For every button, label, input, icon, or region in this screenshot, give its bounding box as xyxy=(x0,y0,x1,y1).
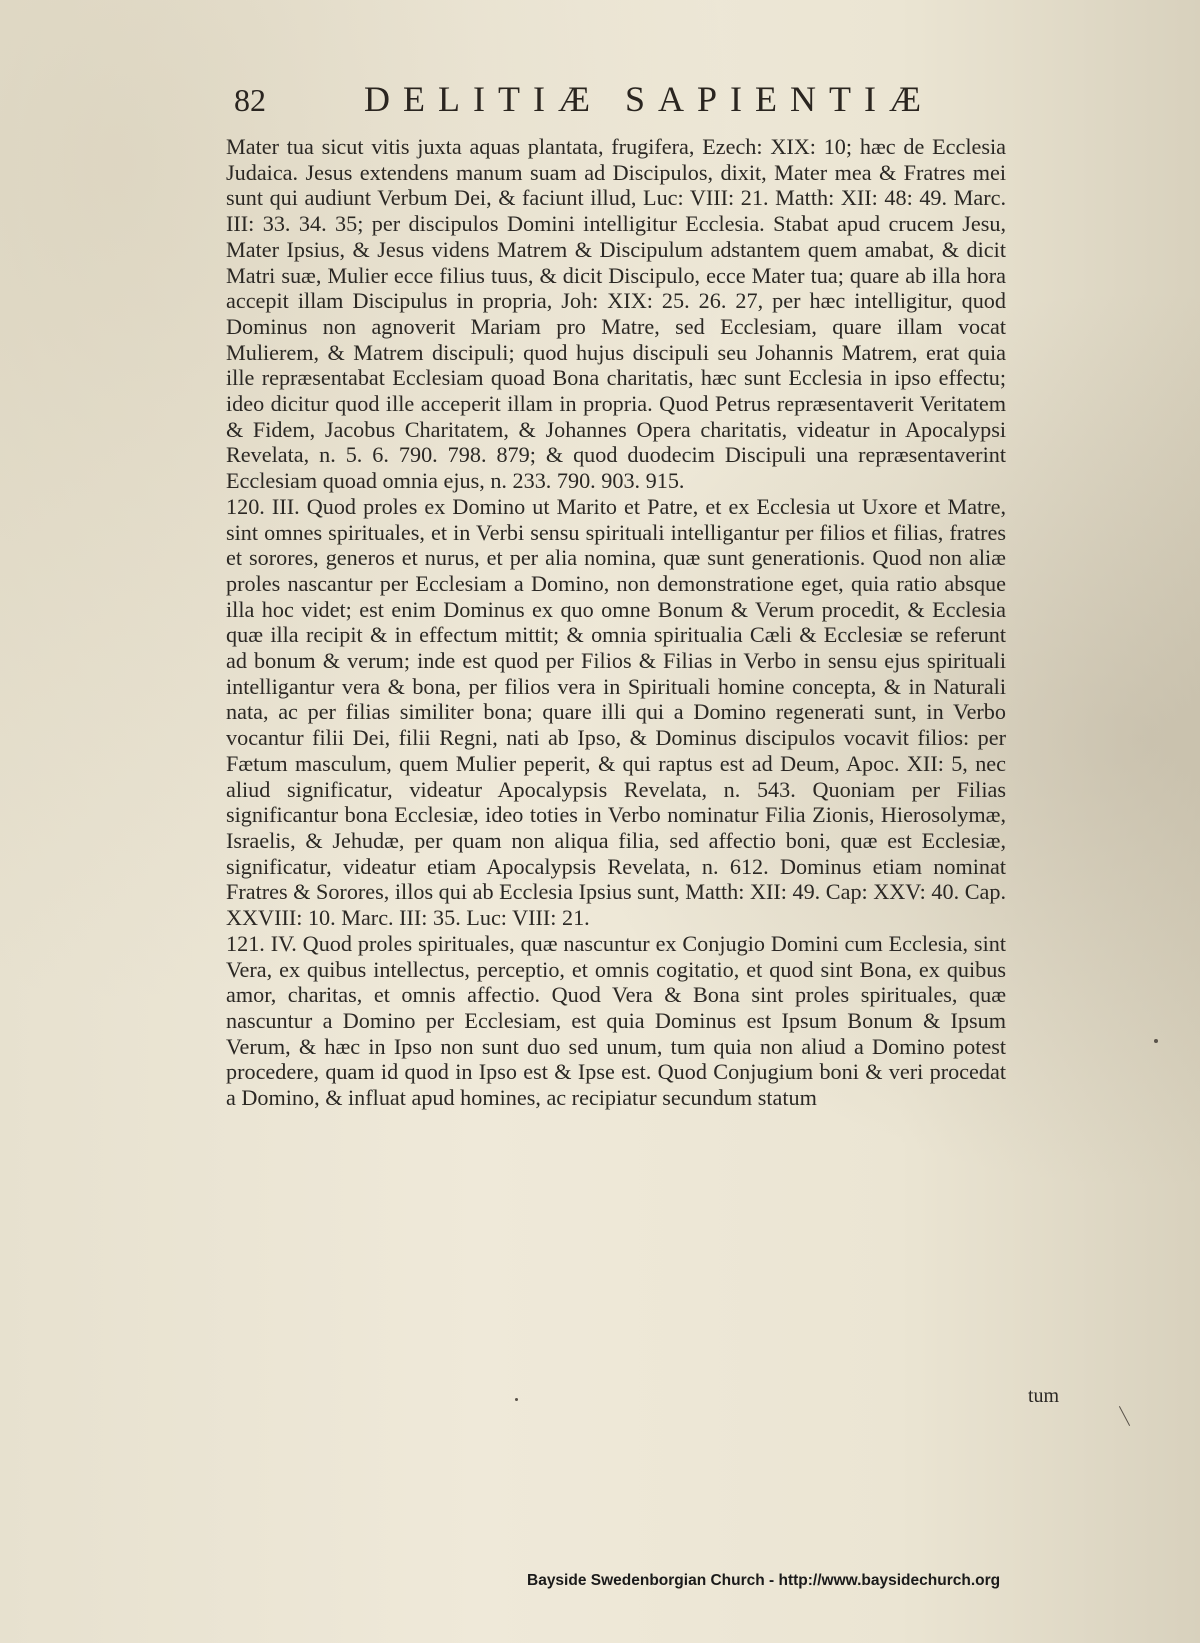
paper-speck xyxy=(515,1398,518,1401)
paragraph-intro: Mater tua sicut vitis juxta aquas plantata, frugifera, Ezech: XIX: 10; hæc de Ecclesia Judaica. Jesus extendens manum suam ad Discipulos, dixit, Mater mea & Fratres mei sunt qui audiunt Verbum Dei, & faciunt illud, Luc: VIII: 21. Matth: XII: 48: 49. Marc. III: 33. 34. 35; per discipulos Domini intelligitur Ecclesia. Stabat apud crucem Jesu, Mater Ipsius, & Jesus videns Matrem & Discipulum adstantem quem amabat, & dicit Matri suæ, Mulier ecce filius tuus, & dicit Discipulo, ecce Mater tua; quare ab illa hora accepit illam Discipulus in propria, Joh: XIX: 25. 26. 27, per hæc intelligitur, quod Dominus non agnoverit Mariam pro Matre, sed Ecclesiam, quare illam vocat Mulierem, & Matrem discipuli; quod hujus discipuli seu Johannis Matrem, erat quia ille repræsentabat Ecclesiam quoad Bona charitatis, hæc sunt Ecclesia in ipso effectu; ideo dicitur quod ille acceperit illam in propria. Quod Petrus repræsentaverit Veritatem & Fidem, Jacobus Charitatem, & Johannes Opera charitatis, videatur in Apocalypsi Revelata, n. 5. 6. 790. 798. 879; & quod duodecim Discipuli una repræsentaverint Ecclesiam quoad omnia ejus, n. 233. 790. 903. 915. xyxy=(226,134,1006,494)
page-number: 82 xyxy=(234,82,266,118)
paper-scratch xyxy=(1119,1406,1130,1426)
footer-credit: Bayside Swedenborgian Church - http://www.baysidechurch.org xyxy=(527,1572,1001,1589)
page-header xyxy=(234,78,994,128)
paper-speck xyxy=(1154,1039,1158,1043)
paragraph-120: 120. III. Quod proles ex Domino ut Marito et Patre, et ex Ecclesia ut Uxore et Matre, sint omnes spirituales, et in Verbi sensu spirituali intelligantur per filios et filias, fratres et sorores, generos et nurus, et per alia nomina, quæ sunt generationis. Quod non aliæ proles nascantur per Ecclesiam a Domino, non demonstratione eget, quia ratio absque illa hoc videt; est enim Dominus ex quo omne Bonum & Verum procedit, & Ecclesia quæ illa recipit & in effectum mittit; & omnia spiritualia Cæli & Ecclesiæ se referunt ad bonum & verum; inde est quod per Filios & Filias in Verbo in sensu ejus spirituali intelligantur vera & bona, per filios vera in Spirituali homine concepta, & in Naturali nata, ac per filias similiter bona; quare illi qui a Domino regenerati sunt, in Verbo vocantur filii Dei, filii Regni, nati ab Ipso, & Dominus discipulos vocavit filios: per Fætum masculum, quem Mulier peperit, & qui raptus est ad Deum, Apoc. XII: 5, nec aliud significatur, videatur Apocalypsis Revelata, n. 543. Quoniam per Filias significantur bona Ecclesiæ, ideo toties in Verbo nominatur Filia Zionis, Hierosolymæ, Israelis, & Jehudæ, per quam non aliqua filia, sed affectio boni, quæ est Ecclesiæ, significatur, videatur etiam Apocalypsis Revelata, n. 612. Dominus etiam nominat Fratres & Sorores, illos qui ab Ecclesia Ipsius sunt, Matth: XII: 49. Cap: XXV: 40. Cap. XXVIII: 10. Marc. III: 35. Luc: VIII: 21. xyxy=(226,493,1006,931)
body-text xyxy=(226,134,1006,1111)
catchword: tum xyxy=(1028,1385,1060,1407)
paragraph-121: 121. IV. Quod proles spirituales, quæ nascuntur ex Conjugio Domini cum Ecclesia, sint Vera, ex quibus intellectus, perceptio, et omnis cogitatio, et quod sint Bona, ex quibus amor, charitas, et omnis affectio. Quod Vera & Bona sint proles spirituales, quæ nascuntur a Domino per Ecclesiam, est quia Dominus est Ipsum Bonum & Ipsum Verum, & hæc in Ipso non sunt duo sed unum, tum quia non aliud a Domino potest procedere, quam id quod in Ipso est & Ipse est. Quod Conjugium boni & veri procedat a Domino, & influat apud homines, ac recipiatur secundum statum xyxy=(226,930,1006,1111)
running-title: DELITIÆ SAPIENTIÆ xyxy=(364,79,934,119)
